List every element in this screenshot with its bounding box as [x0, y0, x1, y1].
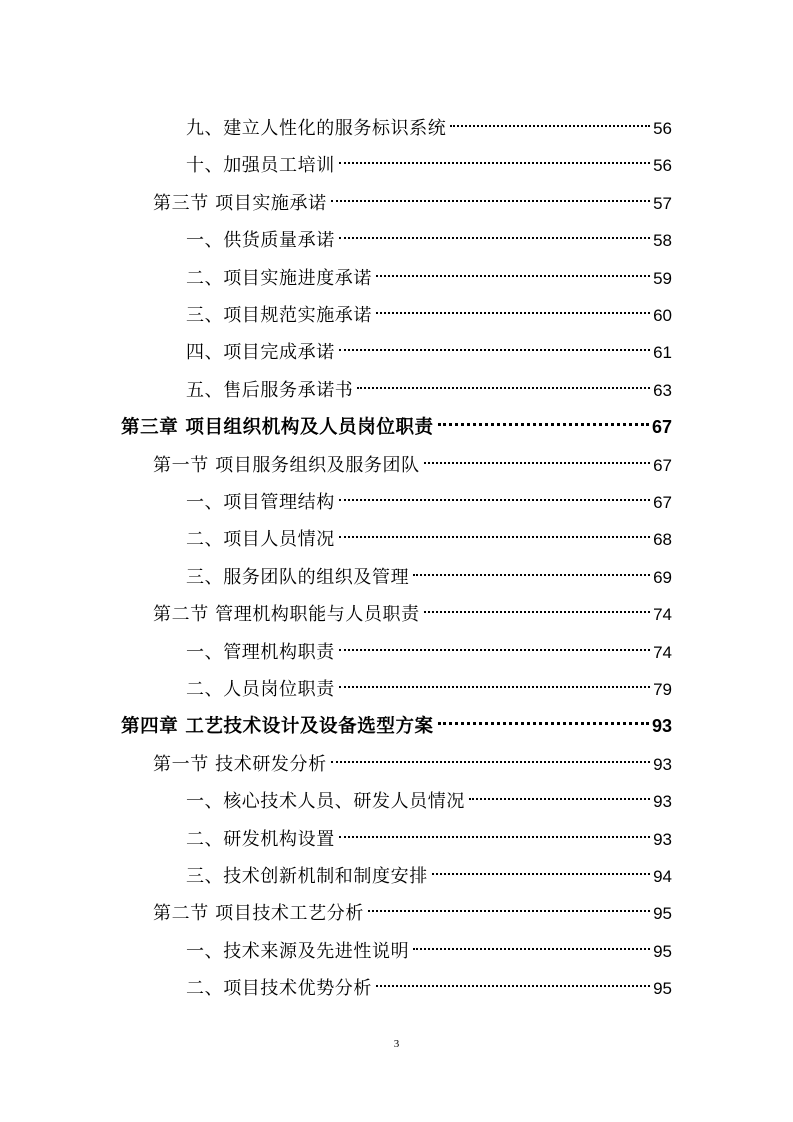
toc-entry-page-number: 93: [651, 716, 672, 737]
toc-dot-leader: [413, 927, 650, 957]
toc-entry-item[interactable]: [186, 478, 672, 513]
toc-entry-page-number: 56: [653, 119, 672, 138]
toc-dot-leader: [339, 515, 650, 545]
toc-dot-leader: [413, 553, 650, 583]
toc-entry-page-number: 79: [653, 680, 672, 699]
toc-dot-leader: [368, 889, 650, 919]
toc-dot-leader: [469, 777, 650, 807]
toc-dot-leader: [376, 291, 650, 321]
toc-entry-page-number: 67: [651, 417, 672, 438]
toc-entry-page-number: 67: [653, 455, 672, 475]
toc-entry-item[interactable]: [186, 104, 672, 139]
toc-entry-item[interactable]: [186, 852, 672, 887]
toc-entry-title: 四、项目完成承诺: [186, 342, 335, 364]
toc-dot-leader: [376, 254, 650, 284]
toc-dot-leader: [376, 964, 650, 994]
toc-dot-leader: [331, 179, 650, 209]
toc-entry-title: 一、管理机构职责: [186, 641, 335, 663]
toc-entry-title: 第一节 项目服务组织及服务团队: [153, 454, 420, 476]
toc-entry-page-number: 56: [653, 156, 672, 176]
toc-entry-item[interactable]: [186, 815, 672, 850]
toc-entry-page-number: 74: [653, 605, 672, 625]
toc-entry-item[interactable]: [186, 328, 672, 364]
toc-entry-title: 三、技术创新机制和制度安排: [186, 866, 428, 887]
toc-entry-page-number: 93: [653, 829, 672, 849]
toc-entry-title: 第一节 技术研发分析: [153, 753, 327, 775]
toc-entry-item[interactable]: [186, 216, 672, 252]
toc-entry-page-number: 59: [653, 268, 672, 288]
toc-entry-title: 九、建立人性化的服务标识系统: [186, 118, 447, 139]
toc-entry-page-number: 57: [653, 193, 672, 213]
toc-entry-title: 一、技术来源及先进性说明: [186, 940, 410, 962]
toc-entry-item[interactable]: [186, 291, 672, 326]
toc-entry-title: 三、项目规范实施承诺: [186, 305, 372, 326]
toc-dot-leader: [339, 628, 650, 658]
toc-dot-leader: [339, 216, 650, 246]
toc-dot-leader: [438, 403, 649, 433]
toc-entry-title: 一、供货质量承诺: [186, 230, 335, 252]
toc-dot-leader: [339, 478, 650, 508]
toc-entry-title: 第三节 项目实施承诺: [153, 192, 327, 214]
toc-entry-page-number: 93: [653, 754, 672, 774]
toc-entry-page-number: 95: [653, 979, 672, 999]
toc-entry-title: 三、服务团队的组织及管理: [186, 566, 410, 588]
toc-entry-title: 第二节 管理机构职能与人员职责: [153, 604, 420, 626]
toc-dot-leader: [424, 590, 650, 620]
toc-entry-chapter[interactable]: [121, 403, 672, 439]
toc-entry-page-number: 67: [653, 493, 672, 512]
toc-entry-title: 二、项目技术优势分析: [186, 978, 372, 1000]
toc-entry-page-number: 61: [653, 343, 672, 363]
toc-entry-section[interactable]: [153, 441, 672, 476]
toc-entry-page-number: 69: [653, 567, 672, 587]
toc-dot-leader: [450, 104, 650, 134]
toc-entry-title: 二、研发机构设置: [186, 828, 335, 850]
toc-entry-page-number: 95: [653, 904, 672, 924]
toc-entry-title: 一、核心技术人员、研发人员情况: [186, 791, 465, 813]
toc-entry-page-number: 95: [653, 941, 672, 961]
toc-entry-title: 第二节 项目技术工艺分析: [153, 903, 364, 925]
toc-entry-section[interactable]: [153, 179, 672, 214]
toc-entry-page-number: 58: [653, 231, 672, 251]
toc-entry-item[interactable]: [186, 141, 672, 177]
toc-entry-page-number: 60: [653, 306, 672, 325]
toc-entry-page-number: 63: [653, 380, 672, 400]
toc-dot-leader: [438, 702, 649, 732]
toc-entry-item[interactable]: [186, 366, 672, 401]
toc-dot-leader: [339, 815, 650, 845]
toc-entry-title: 五、售后服务承诺书: [186, 379, 354, 401]
toc-entry-item[interactable]: [186, 665, 672, 700]
toc-entry-item[interactable]: [186, 777, 672, 813]
toc-entry-section[interactable]: [153, 889, 672, 925]
toc-entry-title: 十、加强员工培训: [186, 155, 335, 177]
toc-entry-title: 第三章 项目组织机构及人员岗位职责: [121, 417, 434, 439]
toc-entry-section[interactable]: [153, 740, 672, 775]
toc-entry-chapter[interactable]: [121, 702, 672, 738]
toc-dot-leader: [432, 852, 650, 882]
toc-entry-title: 二、项目人员情况: [186, 529, 335, 551]
toc-dot-leader: [424, 441, 650, 471]
toc-entry-item[interactable]: [186, 964, 672, 1000]
toc-entry-page-number: 93: [653, 792, 672, 812]
toc-dot-leader: [357, 366, 650, 396]
toc-entry-item[interactable]: [186, 628, 672, 663]
toc-entry-title: 二、人员岗位职责: [186, 679, 335, 700]
toc-dot-leader: [339, 665, 650, 695]
toc-entry-page-number: 74: [653, 642, 672, 662]
toc-entry-page-number: 68: [653, 530, 672, 550]
toc-entry-title: 一、项目管理结构: [186, 492, 335, 513]
toc-entry-page-number: 94: [653, 867, 672, 886]
toc-dot-leader: [339, 328, 650, 358]
toc-entry-item[interactable]: [186, 515, 672, 551]
page-number: 3: [393, 1038, 400, 1050]
toc-dot-leader: [339, 141, 650, 171]
toc-entry-item[interactable]: [186, 254, 672, 289]
toc-entry-title: 第四章 工艺技术设计及设备选型方案: [121, 716, 434, 738]
toc-entry-item[interactable]: [186, 927, 672, 962]
toc-entry-section[interactable]: [153, 590, 672, 626]
toc-dot-leader: [331, 740, 650, 770]
toc-entry-item[interactable]: [186, 553, 672, 588]
toc-entry-title: 二、项目实施进度承诺: [186, 267, 372, 289]
